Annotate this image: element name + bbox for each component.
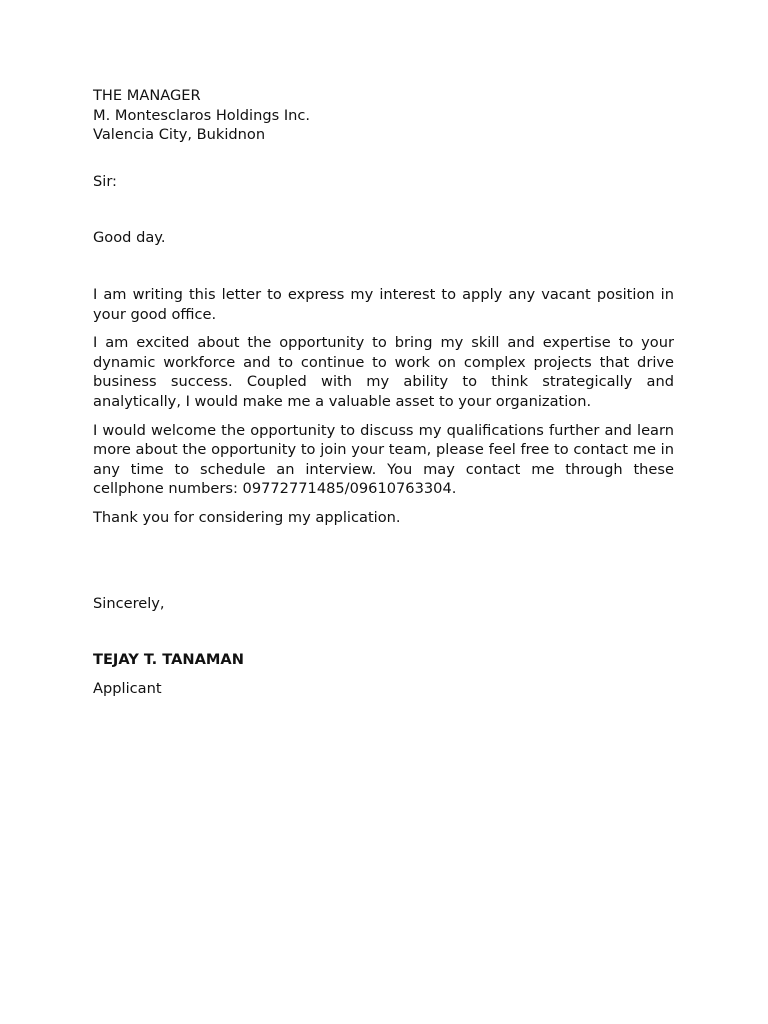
signer-name: TEJAY T. TANAMAN — [93, 651, 244, 669]
recipient-company: M. Montesclaros Holdings Inc. — [93, 106, 311, 124]
body-paragraph-intro: I am writing this letter to express my interest to apply any vacant position in your good office. — [93, 285, 674, 323]
recipient-address — [93, 86, 674, 145]
signer-title: Applicant — [93, 679, 162, 697]
recipient-location: Valencia City, Bukidnon — [93, 126, 266, 144]
body-paragraph-thanks: Thank you for considering my application. — [93, 508, 401, 526]
recipient-title: THE MANAGER — [93, 87, 201, 104]
letter-page — [93, 86, 674, 698]
closing: Sincerely, — [93, 594, 165, 612]
body-paragraph-skills: I am excited about the opportunity to bring my skill and expertise to your dynamic workforce and to continue to work on complex projects that drive business success. Coupled with my ability to think strategically and analytically, I would make me a valuable asset to your organization. — [93, 334, 674, 410]
body-paragraph-contact: I would welcome the opportunity to discuss my qualifications further and learn more about the opportunity to join your team, please feel free to contact me in any time to schedule an interview. You may contact me through these cellphone numbers: 09772771485/09610763304. — [93, 421, 674, 498]
salutation: Sir: — [93, 172, 117, 190]
greeting: Good day. — [93, 229, 166, 247]
